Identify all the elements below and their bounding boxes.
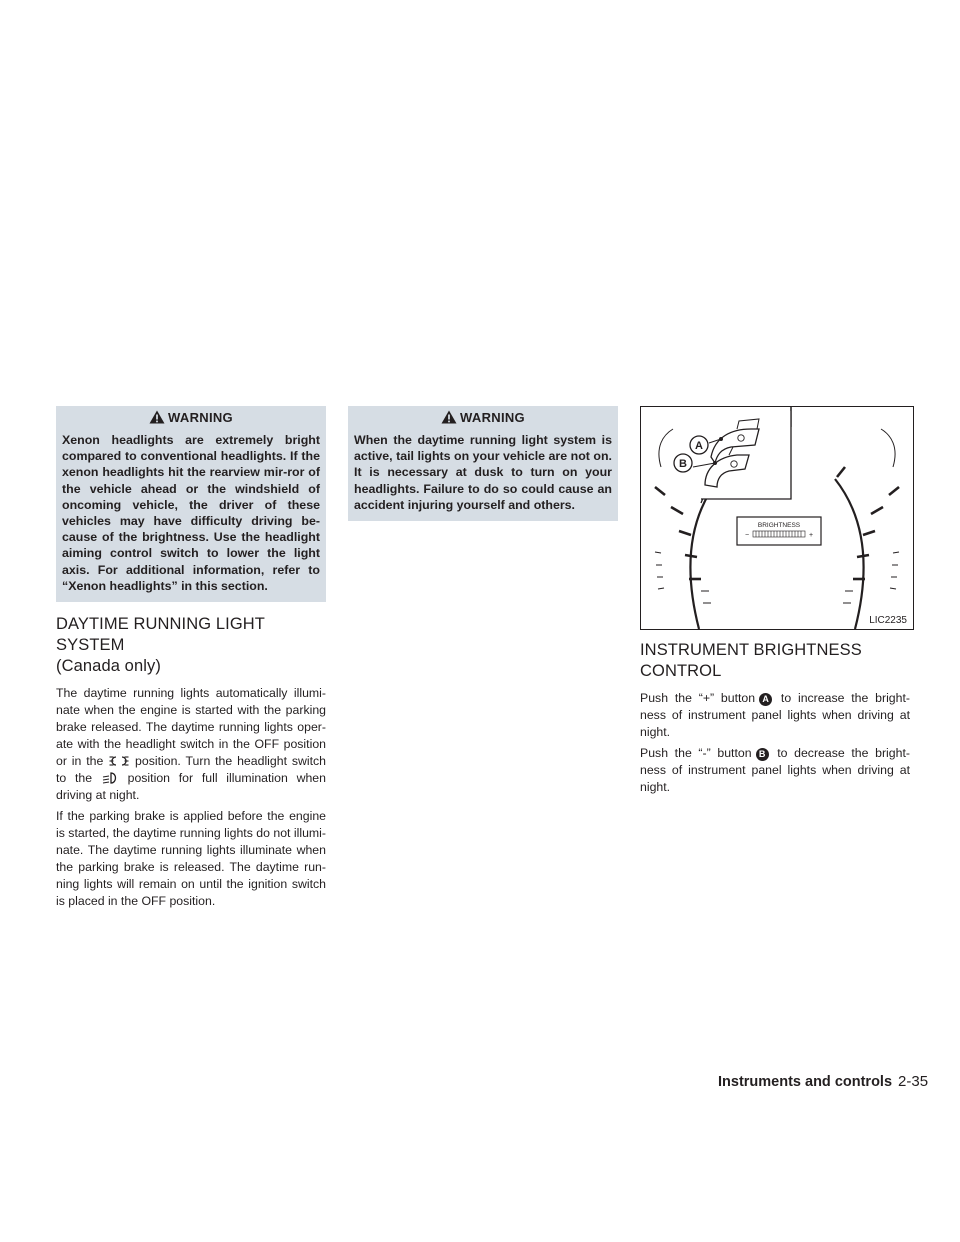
figure-code: LIC2235 — [869, 615, 907, 626]
display-brightness-label: BRIGHTNESS — [757, 522, 801, 529]
brightness-p2-part-a: Push the “-” button — [640, 746, 752, 760]
brightness-p1-part-a: Push the “+” button — [640, 691, 756, 705]
callout-a-label: A — [695, 440, 703, 452]
drl-paragraph-2: If the parking brake is applied before the engine is started, the daytime running lights do not illumi-nate. The daytime running lights illuminate when the parking brake is released. The daytime run-ning lights will remain on until the ignition switch is placed in the OFF position. — [56, 809, 326, 909]
footer-section-name: Instruments and controls — [718, 1074, 893, 1090]
brightness-section-title — [640, 640, 910, 682]
brightness-title-line2: CONTROL — [640, 662, 722, 680]
headlight-icon — [102, 772, 118, 784]
xenon-warning-box — [56, 406, 326, 602]
brightness-paragraph-2 — [640, 745, 910, 796]
drl-title-line2: (Canada only) — [56, 657, 161, 676]
display-plus: + — [808, 532, 814, 539]
warning-triangle-icon — [149, 410, 165, 424]
drl-section-title — [56, 614, 326, 677]
drl-p1-part-b: position. Turn the headlight switch to the — [56, 754, 327, 786]
instrument-panel-illustration — [641, 407, 913, 629]
callout-b-label: B — [679, 458, 687, 470]
drl-p1-part-c: position for full illumination when driving at night. — [56, 771, 326, 803]
warning-heading-text: WARNING — [460, 410, 525, 425]
display-minus: − — [744, 532, 750, 539]
warning-triangle-icon — [441, 410, 457, 424]
warning-heading-text: WARNING — [168, 410, 233, 425]
brightness-paragraph-1 — [640, 690, 910, 741]
warning-heading — [62, 406, 320, 428]
drl-paragraph-1 — [56, 685, 326, 804]
right-column — [640, 406, 910, 800]
page-footer — [718, 1073, 928, 1090]
brightness-title-line1: INSTRUMENT BRIGHTNESS — [640, 641, 862, 659]
brightness-p1-part-b: to increase the bright-ness of instrument panel lights when driving at night. — [640, 691, 910, 739]
drl-p1-part-a: The daytime running lights automatically illumi-nate when the engine is started with the parking brake released. The daytime running lights oper-ate with the headlight switch in the OFF position or in the — [56, 686, 326, 769]
drl-warning-box — [348, 406, 618, 521]
instrument-brightness-figure — [640, 406, 914, 630]
drl-title-line1: DAYTIME RUNNING LIGHT SYSTEM — [56, 615, 265, 655]
middle-column — [348, 406, 618, 521]
callout-b-marker: B — [756, 748, 769, 761]
page-number: 2-35 — [898, 1073, 929, 1090]
callout-a-marker: A — [759, 693, 772, 706]
brightness-p2-part-b: to decrease the bright-ness of instrument panel lights when driving at night. — [640, 746, 910, 794]
position-lights-icon — [109, 755, 129, 767]
xenon-warning-text: Xenon headlights are extremely bright compared to conventional headlights. If the xenon headlights hit the rearview mir-ror of the vehicle ahead or the windshield of oncoming vehicle, the driver of these vehicles may have difficulty driving be-cause of the brightness. Use the headlight aiming control switch to lower the light axis. For additional information, refer to “Xenon headlights” in this section. — [62, 433, 320, 593]
warning-heading — [354, 406, 612, 428]
drl-warning-text: When the daytime running light system is active, tail lights on your vehicle are not on. It is necessary at dusk to turn on your headlights. Failure to do so could cause an accident injuring yourself and others. — [354, 433, 612, 512]
left-column — [56, 406, 326, 914]
